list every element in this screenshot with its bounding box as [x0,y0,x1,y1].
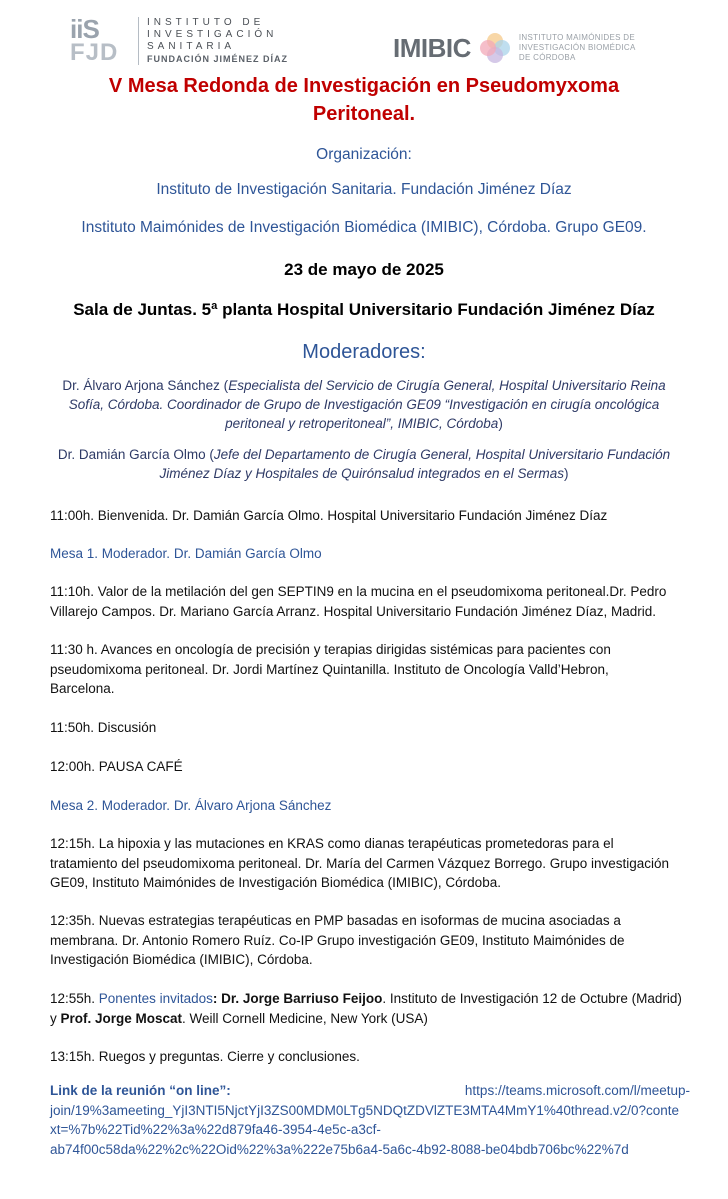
invited-speaker-1-affiliation: . Instituto de Investigación 12 de Octubre (Madrid) [382,991,682,1006]
talk-1 [50,582,694,621]
imibic-logo-line-3: DE CÓRDOBA [518,53,576,62]
organizacion-label: Organización: [316,146,412,163]
online-meeting-link[interactable] [50,1081,690,1159]
link-first-row [50,1081,690,1101]
talk-3-line-2: tratamiento del pseudomixoma peritoneal. Dr. María del Carmen Vázquez Borrego. Grupo investigación [50,855,670,871]
talk-4 [50,911,694,970]
talk-3-line-1: 12:15h. La hipoxia y las mutaciones en KRAS como dianas terapéuticas prometedoras para el [50,836,614,851]
moderator-1-desc-2: Sofía, Córdoba. Coordinador de Grupo de Investigación GE09 “Investigación en cirugía oncológica [68,397,660,412]
program-discusion: 11:50h. Discusión [50,720,157,735]
link-label: Link de la reunión “on line”: [50,1083,231,1098]
iis-mark-top: iiS [70,14,99,44]
moderator-2 [52,445,676,483]
talk-2-line-2: pseudomixoma peritoneal. Dr. Jordi Martínez Quintanilla. Instituto de Oncología Valld’Hebron, [50,661,609,677]
iis-logo-line-4: FUNDACIÓN JIMÉNEZ DÍAZ [147,54,288,64]
invited-line-2 [50,1009,694,1029]
moderator-2-desc-1: Jefe del Departamento de Cirugía General, Hospital Universitario Fundación [213,447,671,462]
moderator-2-line-2 [52,464,676,483]
link-url-part-1[interactable]: https://teams.microsoft.com/l/meetup- [464,1083,690,1098]
imibic-logo-line-1: INSTITUTO MAIMÓNIDES DE [518,33,635,42]
event-title-line-2: Peritoneal. [312,103,416,125]
iis-fjd-mark [70,16,130,66]
event-venue: Sala de Juntas. 5ª planta Hospital Universitario Fundación Jiménez Díaz [73,300,655,319]
organizer-2: Instituto Maimónides de Investigación Biomédica (IMIBIC), Córdoba. Grupo GE09. [81,219,647,236]
moderator-1-close: ) [498,416,503,431]
organizer-1: Instituto de Investigación Sanitaria. Fundación Jiménez Díaz [156,181,572,198]
iis-fjd-logo [70,16,288,66]
moderator-1-desc-3: peritoneal y retroperitoneal”, IMIBIC, Córdoba [225,416,499,431]
moderator-2-desc-2: Jiménez Díaz y Hospitales de Quirónsalud integrados en el Sermas [159,466,564,481]
talk-4-line-1: 12:35h. Nuevas estrategias terapéuticas en PMP basadas en isoformas de mucina asociadas a [50,913,621,928]
invited-label: Ponentes invitados [98,991,213,1006]
iis-logo-line-2: INVESTIGACIÓN [147,29,278,40]
talk-1-line-2: Villarejo Campos. Dr. Mariano García Arranz. Hospital Universitario Fundación Jiménez Díaz, Madrid. [50,603,656,619]
invited-time: 12:55h. [50,991,99,1006]
moderator-2-name: Dr. Damián García Olmo ( [57,447,214,462]
moderadores-heading: Moderadores: [302,341,426,363]
event-title-line-1: V Mesa Redonda de Investigación en Pseudomyxoma [108,75,620,97]
talk-3-line-3: GE09, Instituto Maimónides de Investigación Biomédica (IMIBIC), Córdoba. [50,875,501,890]
moderator-2-close: ) [563,466,569,481]
imibic-logo-text [519,33,636,63]
moderator-1-line-3 [52,414,676,433]
moderator-1-name: Dr. Álvaro Arjona Sánchez ( [62,378,229,393]
talk-4-line-3: Investigación Biomédica (IMIBIC), Córdoba. [50,952,313,967]
imibic-logo-line-2: INVESTIGACIÓN BIOMÉDICA [518,43,636,52]
link-url-part-4[interactable]: ab74f00c58da%22%2c%22Oid%22%3a%222e75b6a4-5a6c-4b92-8088-be04bdb706bc%22%7d [50,1141,629,1157]
imibic-wordmark: IMIBIC [393,32,471,63]
event-date: 23 de mayo de 2025 [284,260,444,279]
event-title [40,72,688,128]
moderator-2-line-1 [52,445,676,464]
iis-logo-text [147,17,288,65]
program-bienvenida: 11:00h. Bienvenida. Dr. Damián García Olmo. Hospital Universitario Fundación Jiménez Díaz [50,508,608,523]
imibic-logo [393,28,636,68]
talk-2-line-3: Barcelona. [50,681,115,696]
imibic-flower-icon [477,30,513,66]
moderator-1-desc-1: Especialista del Servicio de Cirugía General, Hospital Universitario Reina [228,378,666,393]
talk-4-line-2: membrana. Dr. Antonio Romero Ruíz. Co-IP Grupo investigación GE09, Instituto Maimónides de [50,932,625,948]
mesa-1-heading: Mesa 1. Moderador. Dr. Damián García Olmo [50,546,322,561]
logo-divider [138,17,139,65]
invited-speaker-1: Dr. Jorge Barriuso Feijoo [221,991,383,1006]
talk-1-line-1: 11:10h. Valor de la metilación del gen SEPTIN9 en la mucina en el pseudomixoma peritoneal.Dr. Pedro [50,584,667,599]
moderator-1 [52,376,676,433]
invited-colon: : [212,991,222,1006]
invited-speakers [50,989,694,1028]
program-pausa-cafe: 12:00h. PAUSA CAFÉ [50,759,183,774]
invited-line-1 [50,989,694,1009]
iis-logo-line-1: INSTITUTO DE [147,17,265,28]
invited-y: y [50,1010,61,1026]
talk-2-line-1: 11:30 h. Avances en oncología de precisión y terapias dirigidas sistémicas para pacientes con [50,642,611,657]
moderator-1-line-1 [52,376,676,395]
invited-speaker-2-affiliation: . Weill Cornell Medicine, New York (USA) [182,1010,428,1026]
mesa-2-heading: Mesa 2. Moderador. Dr. Álvaro Arjona Sánchez [50,798,332,813]
link-url-part-3[interactable]: xt=%7b%22Tid%22%3a%22d879fa46-3954-4e5c-a3cf- [50,1122,381,1137]
invited-speaker-2: Prof. Jorge Moscat [60,1010,183,1026]
talk-2 [50,640,694,699]
program-cierre: 13:15h. Ruegos y preguntas. Cierre y conclusiones. [50,1049,360,1064]
link-url-part-2[interactable]: join/19%3ameeting_YjI3NTI5NjctYjI3ZS00MDM0LTg5NDQtZDVlZTE3MTA4MmY1%40thread.v2/0?conte [50,1102,680,1118]
iis-mark-bottom: FJD [70,39,119,66]
talk-3 [50,834,694,893]
iis-logo-line-3: SANITARIA [147,41,236,52]
